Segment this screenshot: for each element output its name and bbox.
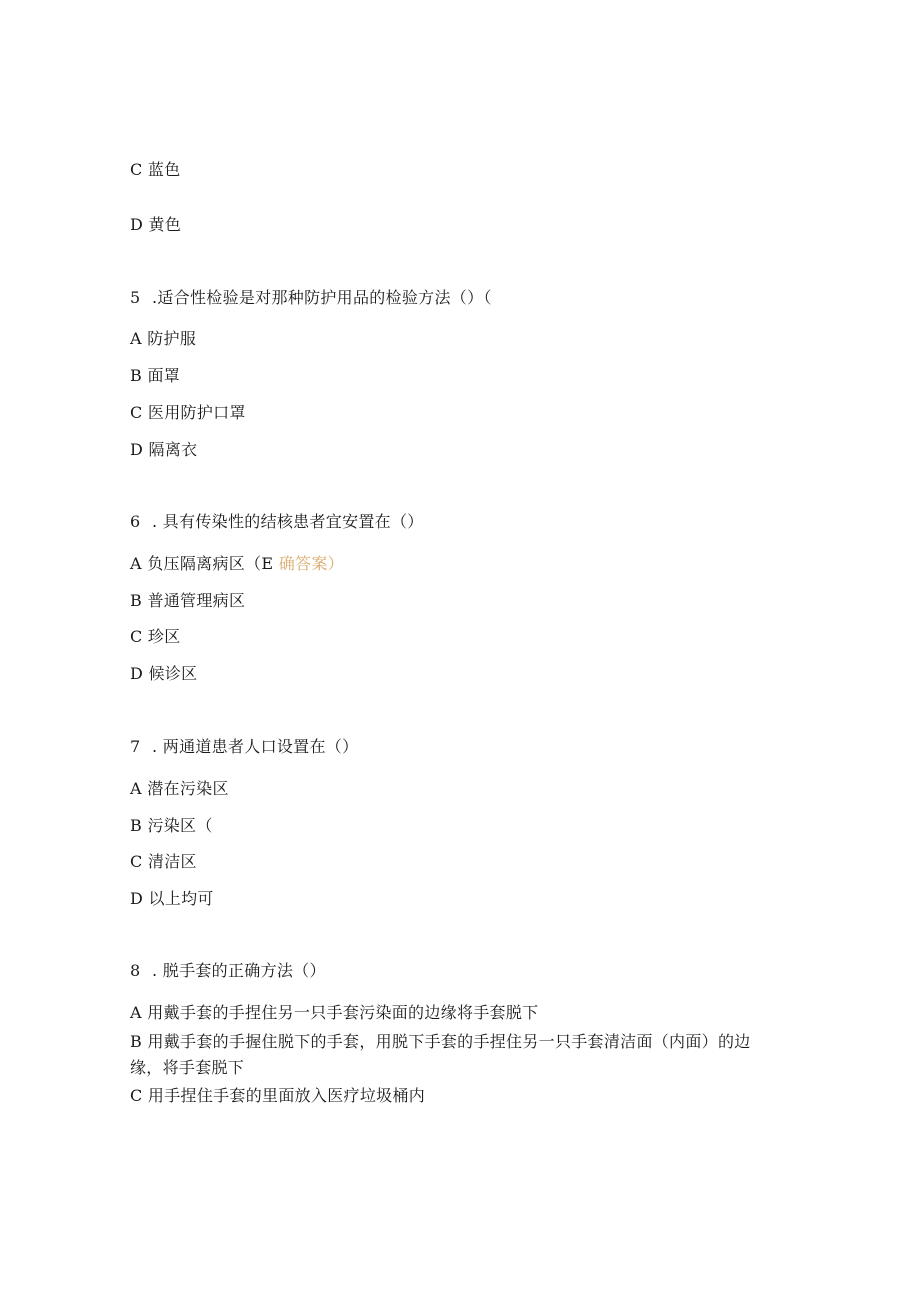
q7-option-b: B 污染区（ [130,816,213,835]
q7-number: 7 [130,737,141,756]
q6-answer-close: ） [327,554,344,573]
q5-option-b: B 面罩 [130,366,181,385]
q6-option-a [130,554,344,574]
q6-option-c: C 珍区 [130,627,181,646]
q8-option-c: C 用手捏住手套的里面放入医疗垃圾桶内 [130,1086,426,1105]
q6-number: 6 [130,512,141,531]
q6-option-d: D 候诊区 [130,664,198,683]
q5-number: 5 [130,288,141,307]
q7-option-d: D 以上均可 [130,889,214,908]
q5-option-d: D 隔离衣 [130,440,198,459]
q5-option-c: C 医用防护口罩 [130,403,246,422]
q8-option-a: A 用戴手套的手捏住另一只手套污染面的边缘将手套脱下 [130,1003,539,1022]
q6-question-text: . 具有传染性的结核患者宜安置在（） [152,512,424,531]
q7-option-c: C 清洁区 [130,852,197,871]
q8-number: 8 [130,961,141,980]
q6-answer-mark: 确答案 [278,554,328,573]
q4-option-d: D 黄色 [130,215,182,234]
q6-option-a-text: A 负压隔离病区（E [130,554,279,573]
q7-question-text: . 两通道患者人口设置在（） [152,737,359,756]
q6-option-b: B 普通管理病区 [130,591,246,610]
q8-question-text: . 脱手套的正确方法（） [152,961,326,980]
q8-option-b: B 用戴手套的手握住脱下的手套，用脱下手套的手捏住另一只手套清洁面（内面）的边缘，将手套脱下 [130,1032,751,1077]
q8-stem [130,961,326,981]
q7-option-a: A 潜在污染区 [130,779,229,798]
q5-option-a: A 防护服 [130,329,197,348]
q5-question-text: .适合性检验是对那种防护用品的检验方法（）（ [152,288,492,307]
q6-stem [130,512,424,532]
q4-option-c: C 蓝色 [130,160,181,179]
q7-stem [130,737,358,757]
q5-stem [130,288,492,308]
